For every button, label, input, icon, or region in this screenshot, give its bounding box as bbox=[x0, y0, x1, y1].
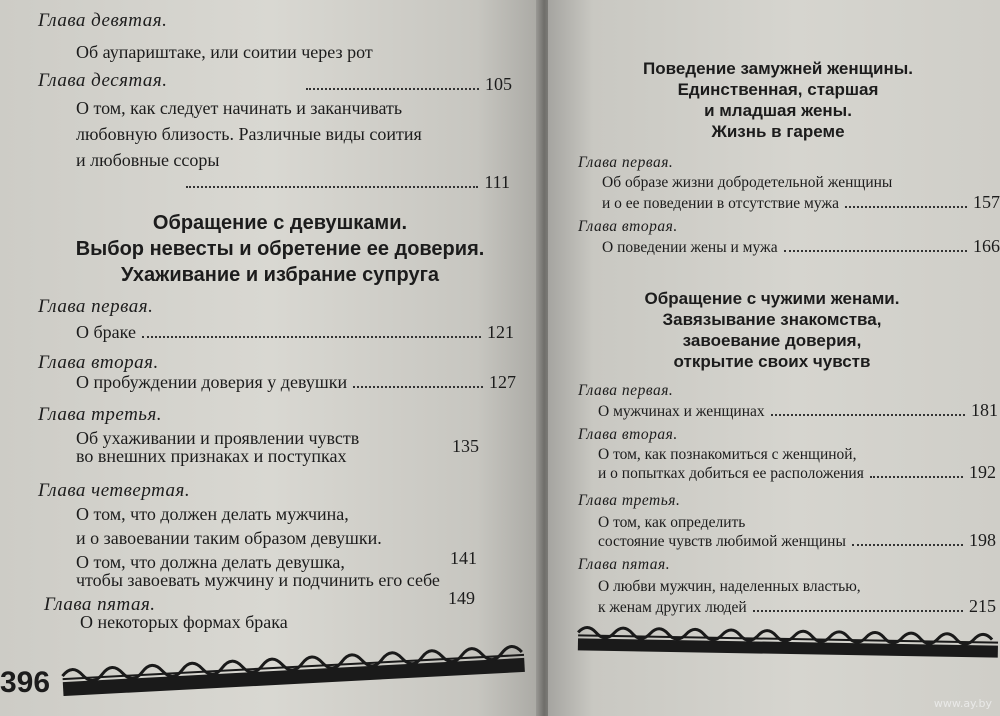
entry-line: любовную близость. Различные виды соития bbox=[76, 124, 422, 144]
section-title: Поведение замужней женщины. Единственная, старшая и младшая жены. Жизнь в гареме bbox=[643, 59, 913, 141]
section-title: Обращение с девушками. Выбор невесты и обретение ее доверия. Ухаживание и избрание супруга bbox=[75, 212, 485, 286]
page-number: 141 bbox=[450, 548, 477, 568]
page-number: 192 bbox=[969, 462, 996, 482]
chapter-label: Глава первая. bbox=[38, 296, 154, 317]
toc-line[interactable]: О мужчинах и женщинах 181 bbox=[598, 400, 998, 420]
ornament-border bbox=[576, 618, 1000, 666]
chapter-label: Глава пятая. bbox=[44, 594, 156, 615]
toc-line[interactable]: состояние чувств любимой женщины 198 bbox=[598, 530, 996, 550]
toc-line[interactable]: О пробуждении доверия у девушки 127 bbox=[76, 372, 516, 392]
chapter-label: Глава третья. bbox=[38, 404, 163, 425]
chapter-label: Глава вторая. bbox=[38, 352, 159, 373]
chapter-label: Глава первая. bbox=[578, 382, 674, 399]
chapter-label: Глава пятая. bbox=[578, 556, 671, 573]
toc-line[interactable]: чтобы завоевать мужчину и подчинить его себе bbox=[76, 570, 440, 590]
right-page bbox=[548, 0, 1000, 716]
chapter-label: Глава третья. bbox=[578, 492, 681, 509]
toc-line[interactable]: к женам других людей 215 bbox=[598, 596, 996, 616]
page-number: 127 bbox=[489, 372, 516, 392]
page-number: 121 bbox=[487, 322, 514, 342]
page-number: 149 bbox=[448, 588, 475, 608]
entry-line: О том, как следует начинать и заканчивать bbox=[76, 98, 403, 118]
page-number: 181 bbox=[971, 400, 998, 420]
entry-line: и о завоевании таким образом девушки. bbox=[76, 528, 382, 548]
toc-line[interactable]: во внешних признаках и поступках bbox=[76, 446, 347, 466]
section-title: Обращение с чужими женами. Завязывание знакомства, завоевание доверия, открытие своих чувств bbox=[644, 289, 900, 371]
chapter-label: Глава вторая. bbox=[578, 426, 678, 443]
toc-line[interactable]: и о попытках добиться ее расположения 192 bbox=[598, 462, 996, 482]
toc-line[interactable]: Об аупариштаке, или соитии через рот bbox=[76, 42, 373, 62]
watermark: www.ay.by bbox=[933, 697, 992, 710]
entry-line: О том, что должна делать девушка, bbox=[76, 552, 345, 572]
page-number: 215 bbox=[969, 596, 996, 616]
chapter-label: Глава первая. bbox=[578, 154, 674, 171]
page-number: 157 bbox=[973, 192, 1000, 212]
entry-line: Об образе жизни добродетельной женщины bbox=[602, 174, 893, 191]
chapter-label: Глава десятая. bbox=[38, 70, 168, 91]
entry-line: О том, что должен делать мужчина, bbox=[76, 504, 349, 524]
page-number: 111 bbox=[484, 172, 510, 192]
chapter-label: Глава девятая. bbox=[38, 10, 168, 31]
toc-line[interactable]: О поведении жены и мужа 166 bbox=[602, 236, 1000, 256]
toc-line[interactable]: и о ее поведении в отсутствие мужа 157 bbox=[602, 192, 1000, 212]
entry-line: О том, как познакомиться с женщиной, bbox=[598, 446, 857, 463]
ornament-border bbox=[58, 626, 528, 696]
page-number: 166 bbox=[973, 236, 1000, 256]
entry-line: О том, как определить bbox=[598, 514, 746, 531]
chapter-label: Глава четвертая. bbox=[38, 480, 191, 501]
entry-line: Об ухаживании и проявлении чувств bbox=[76, 428, 360, 448]
entry-line: О любви мужчин, наделенных властью, bbox=[598, 578, 861, 595]
page-number: 105 bbox=[485, 74, 512, 94]
toc-line[interactable]: О некоторых формах брака bbox=[80, 612, 288, 632]
page-folio: 396 bbox=[0, 666, 51, 699]
toc-leader bbox=[300, 70, 512, 95]
chapter-label: Глава вторая. bbox=[578, 218, 678, 235]
toc-line[interactable]: и любовные ссоры bbox=[76, 150, 220, 170]
toc-leader bbox=[180, 172, 510, 193]
page-number: 198 bbox=[969, 530, 996, 550]
toc-line[interactable]: О браке 121 bbox=[76, 322, 514, 342]
page-number: 135 bbox=[452, 436, 479, 456]
